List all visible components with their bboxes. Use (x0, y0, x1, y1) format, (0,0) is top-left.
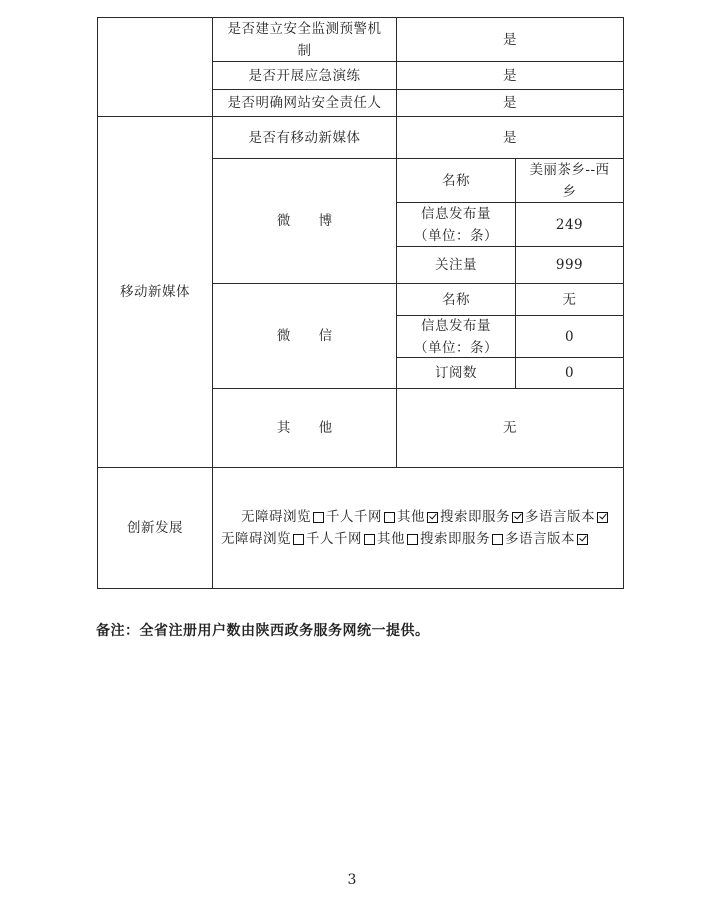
checkbox-search-service[interactable] (512, 512, 523, 523)
checkbox-other[interactable] (427, 512, 438, 523)
other-label-text: 其 他 (276, 420, 345, 436)
weibo-follow-value (515, 246, 624, 284)
weibo-name-value (515, 158, 624, 203)
row-value-drill (396, 61, 624, 90)
wechat-name-label (396, 283, 516, 316)
option-search-service[interactable] (440, 506, 525, 528)
wechat-name-label-text: 名称 (442, 291, 470, 308)
row-value-responsible (396, 89, 624, 117)
option-label: 无障碍浏览 (241, 509, 311, 525)
weibo-name-label (396, 158, 516, 203)
weibo-follow-value-text: 999 (555, 257, 584, 273)
option-other[interactable] (397, 506, 440, 528)
wechat-posts-label (396, 315, 516, 358)
innovation-line-1 (241, 506, 610, 528)
option-multilingual[interactable] (525, 506, 610, 528)
other-label (212, 388, 397, 468)
mobile-section-label (97, 116, 213, 468)
option-label: 千人千网 (326, 509, 382, 525)
wechat-sub-value-text: 0 (564, 365, 575, 381)
option-label: 多语言版本 (505, 531, 575, 547)
innovation-line-2 (221, 528, 590, 550)
checkbox-accessible-browse[interactable] (293, 534, 304, 545)
weibo-name-label-text: 名称 (442, 172, 470, 189)
wechat-posts-value-text: 0 (564, 328, 575, 345)
option-label: 无障碍浏览 (221, 531, 291, 547)
weibo-posts-value (515, 202, 624, 247)
weibo-label-text: 微 博 (276, 213, 345, 229)
option-label: 搜索即服务 (420, 531, 490, 547)
option-label: 搜索即服务 (440, 509, 510, 525)
innovation-section-label-text: 创新发展 (127, 520, 183, 536)
wechat-label (212, 283, 397, 389)
wechat-posts-value (515, 315, 624, 358)
other-value (396, 388, 624, 468)
other-value-text: 无 (503, 420, 517, 436)
option-label: 其他 (397, 509, 425, 525)
row-value-monitoring-text: 是 (503, 31, 517, 48)
row-label-drill-text: 是否开展应急演练 (248, 67, 361, 84)
row-label-responsible-text: 是否明确网站安全责任人 (227, 95, 382, 111)
option-label: 多语言版本 (525, 509, 595, 525)
row-label-drill (212, 61, 397, 90)
checkbox-search-service[interactable] (492, 534, 503, 545)
wechat-name-value-text: 无 (562, 291, 577, 308)
wechat-sub-value (515, 357, 624, 389)
weibo-label (212, 158, 397, 284)
innovation-section-label (97, 467, 213, 589)
checkbox-personalized[interactable] (364, 534, 375, 545)
weibo-posts-value-text: 249 (555, 216, 584, 233)
has-mobile-value-text: 是 (503, 129, 517, 146)
checkbox-accessible-browse[interactable] (313, 512, 324, 523)
option-accessible-browse[interactable] (241, 506, 326, 528)
page-number: 3 (347, 872, 357, 888)
mobile-section-label-text: 移动新媒体 (120, 284, 190, 300)
blank-cell-top (97, 17, 213, 117)
footnote: 备注：全省注册用户数由陕西政务服务网统一提供。 (96, 623, 430, 639)
option-search-service[interactable] (420, 528, 505, 550)
checkbox-multilingual[interactable] (597, 512, 608, 523)
wechat-sub-label (396, 357, 516, 389)
row-label-responsible (212, 89, 397, 117)
weibo-follow-label (396, 246, 516, 284)
wechat-sub-label-text: 订阅数 (435, 365, 477, 381)
wechat-posts-label-text: 信息发布量（单位：条） (414, 317, 498, 356)
option-accessible-browse[interactable] (221, 528, 306, 550)
option-label: 千人千网 (306, 531, 362, 547)
innovation-options (212, 467, 624, 589)
option-label: 其他 (377, 531, 405, 547)
checkbox-multilingual[interactable] (577, 534, 588, 545)
option-multilingual[interactable] (505, 528, 590, 550)
weibo-posts-label-text: 信息发布量（单位：条） (414, 205, 498, 244)
weibo-follow-label-text: 关注量 (435, 257, 477, 273)
weibo-posts-label (396, 202, 516, 247)
option-personalized[interactable] (326, 506, 397, 528)
option-other[interactable] (377, 528, 420, 550)
has-mobile-label (212, 116, 397, 159)
weibo-name-value-text: 美丽茶乡--西乡 (529, 161, 610, 200)
has-mobile-label-text: 是否有移动新媒体 (248, 129, 361, 146)
checkbox-other[interactable] (407, 534, 418, 545)
row-label-monitoring (212, 17, 397, 62)
wechat-name-value (515, 283, 624, 316)
has-mobile-value (396, 116, 624, 159)
row-value-responsible-text: 是 (503, 95, 517, 111)
option-personalized[interactable] (306, 528, 377, 550)
row-value-monitoring (396, 17, 624, 62)
row-label-monitoring-text: 是否建立安全监测预警机制 (227, 20, 382, 59)
wechat-label-text: 微 信 (276, 328, 345, 344)
row-value-drill-text: 是 (503, 67, 517, 84)
checkbox-personalized[interactable] (384, 512, 395, 523)
